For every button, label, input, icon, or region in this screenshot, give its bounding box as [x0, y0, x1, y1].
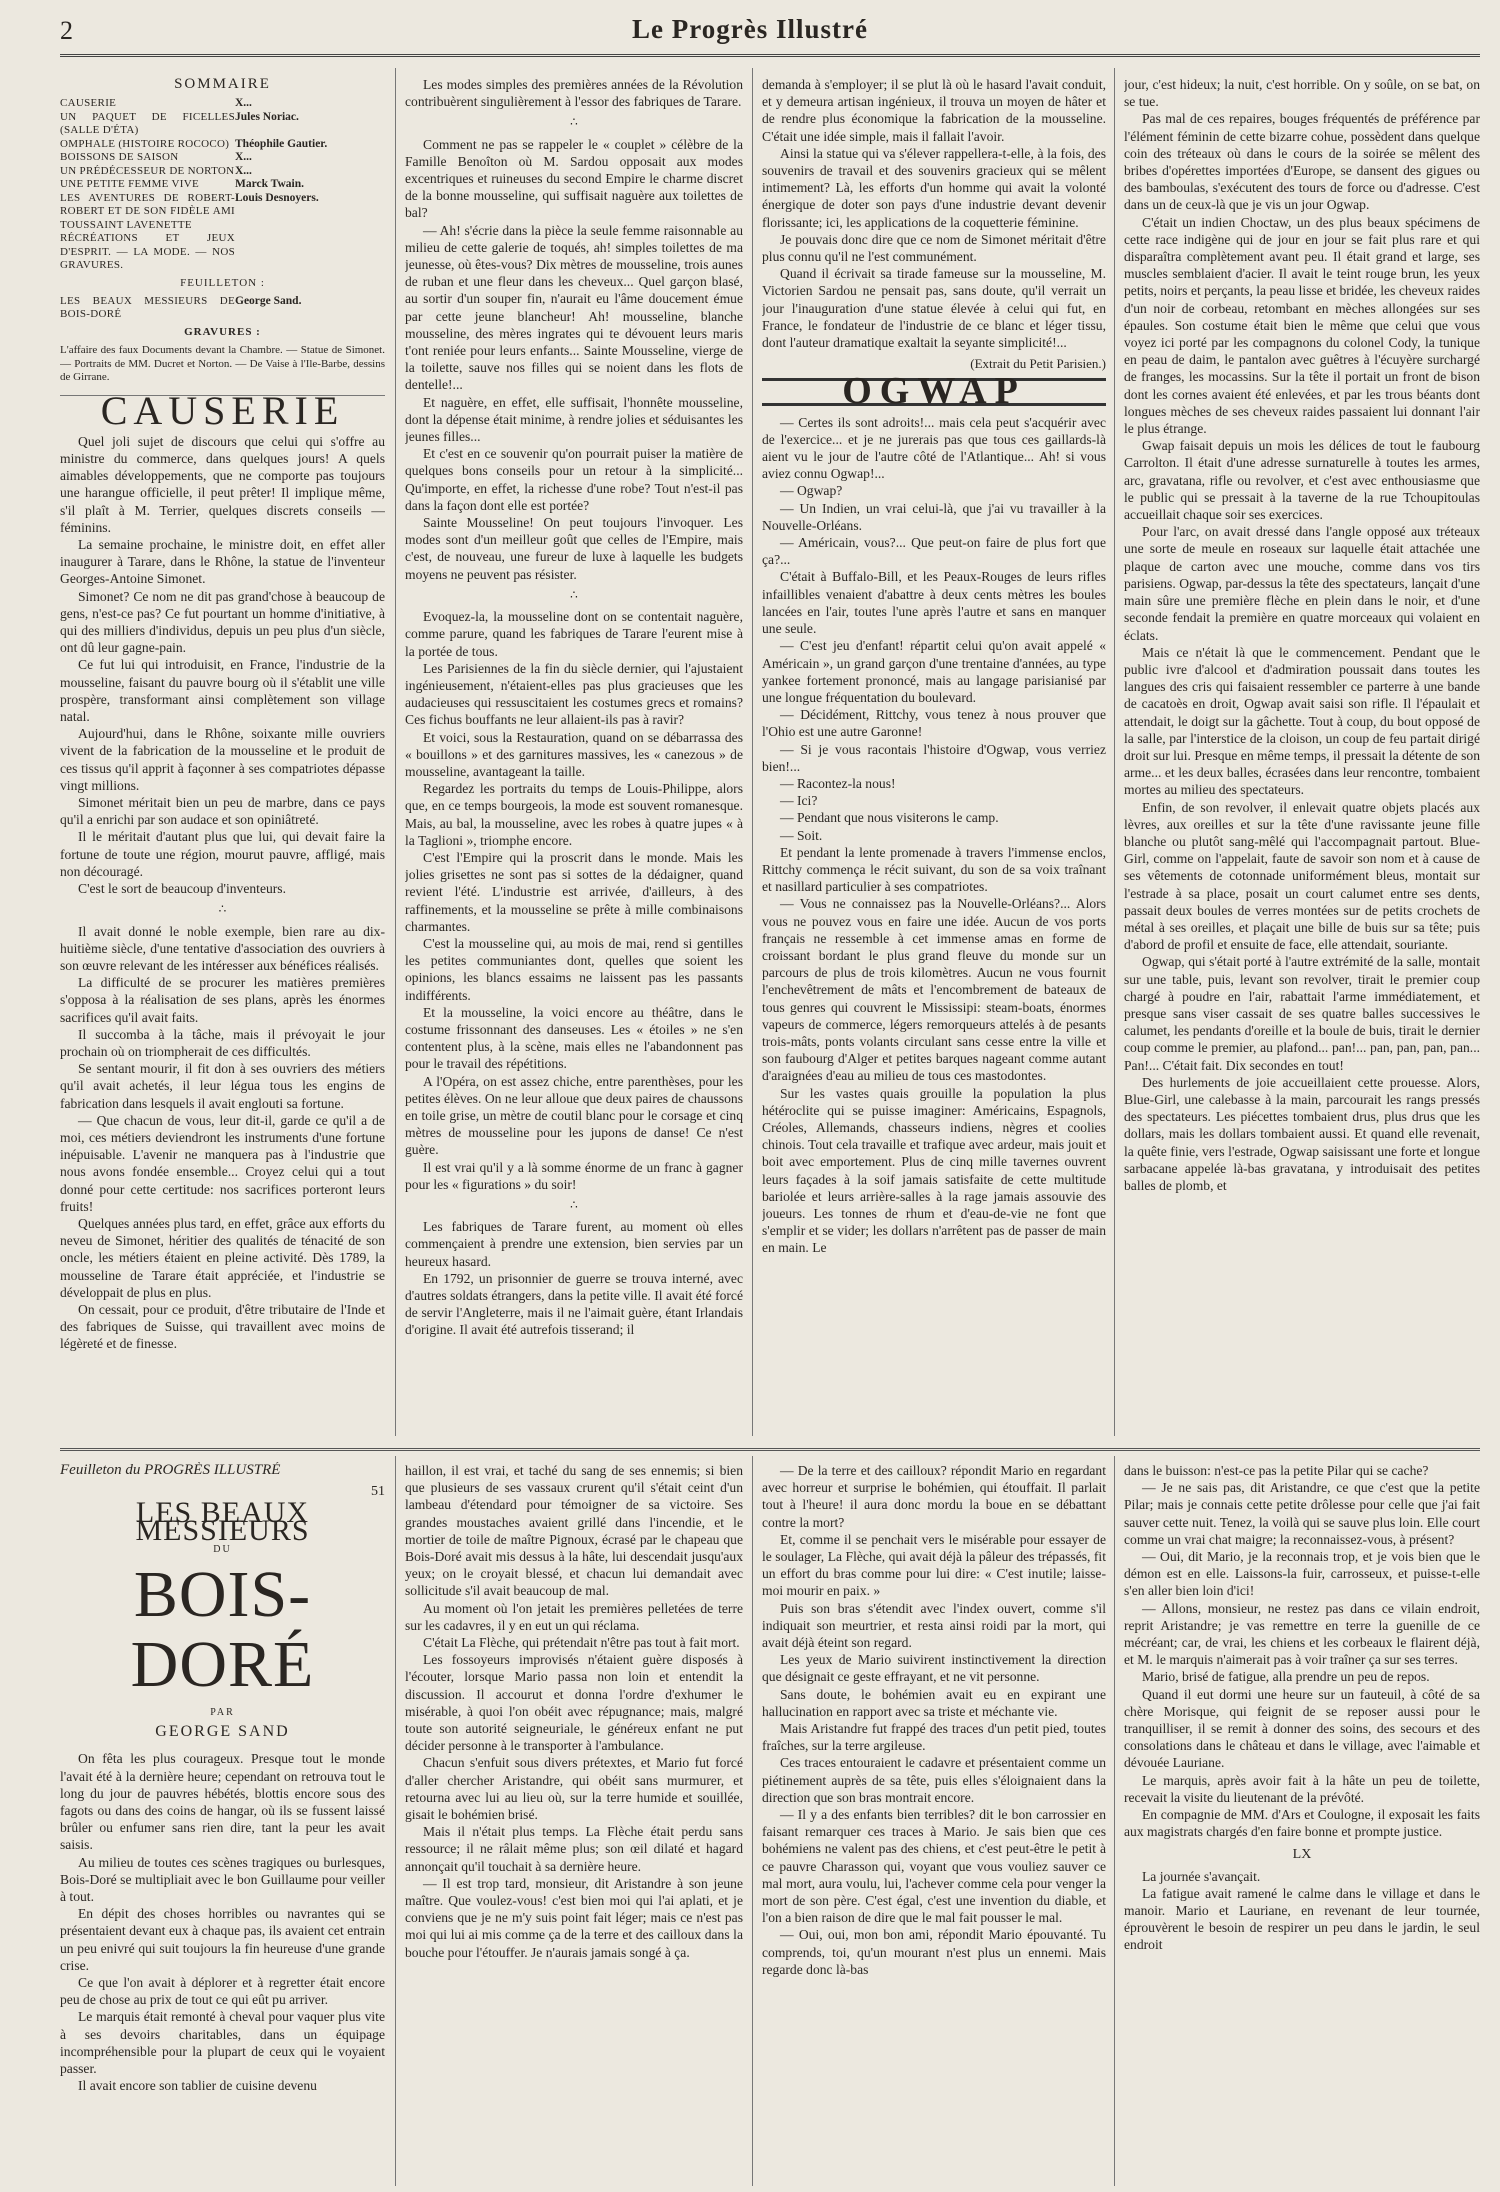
paragraph: Puis son bras s'étendit avec l'index ouvert, comme s'il indiquait son meurtrier, et resta ainsi roidi par la mort, qui avait déjà éteint son regard.	[762, 1600, 1106, 1651]
paragraph: Les modes simples des premières années de la Révolution contribuèrent singulièrement à l'essor des fabriques de Tarare.	[405, 77, 743, 110]
paragraph: — Je ne sais pas, dit Aristandre, ce que c'est que la petite Pilar; mais je connais cette petite drôlesse pour celle que j'ai fait sauver cette nuit. Tenez, la voilà qui se sauve plus loin. Elle court comme un vrai chat maigre; la reconnaissez-vous, à présent?	[1124, 1480, 1480, 1547]
paragraph: — Racontez-la nous!	[780, 775, 896, 791]
paragraph: Et pendant la lente promenade à travers l'immense enclos, Rittchy commença le récit suivant, du son de sa voix traînant et nasillard particulier à ses compatriotes.	[762, 844, 1106, 895]
sommaire-list	[60, 97, 385, 273]
sommaire-row-author: George Sand.	[235, 294, 302, 307]
paragraph: — Américain, vous?... Que peut-on faire de plus fort que ça?...	[762, 535, 1106, 568]
paragraph: Il avait encore son tablier de cuisine devenu	[78, 2078, 317, 2094]
journal-title: Le Progrès Illustré	[632, 14, 868, 44]
sommaire-row-title: OMPHALE (HISTOIRE ROCOCO)	[60, 137, 230, 150]
paragraph: — Vous ne connaissez pas la Nouvelle-Orléans?... Alors vous ne pouvez vous en faire une idée. Aucun de vos ports français ne ressemble à cet immense amas en forme de croissant bordant le plus grand fleuve du monde sur un parcours de plus de trois kilomètres. Aucun ne vous fournit l'enchevêtrement de mâts et l'encombrement de bateaux de tous genres qui couvrent le Mississipi: steam-boats, énormes vapeurs de commerce, légers remorqueurs attelés à de pesants trois-mâts, ponts volants circulant sans cesse entre la ville et son faubourg d'Alger et petites barques nageant comme autant d'araignées d'eau au milieu de tous ces mastodontes.	[762, 896, 1106, 1084]
paragraph: — Ogwap?	[780, 483, 843, 499]
paragraph: La semaine prochaine, le ministre doit, en effet aller inaugurer à Tarare, dans le Rhône, la statue de l'inventeur Georges-Antoine Simonet.	[60, 537, 385, 587]
paragraph: Pas mal de ces repaires, bouges fréquentés de préférence par l'élément féminin de cette bizarre cohue, possèdent dans quelque coin des tréteaux où dans le cours de la soirée se mêlent des bribes d'opérettes importées d'Europe, se dansent des gigues ou des bamboulas, s'exécutent des tours de force ou d'adresse. C'est dans un de ceux-là que je vis un jour Ogwap.	[1124, 111, 1480, 213]
paragraph: La fatigue avait ramené le calme dans le village et dans le manoir. Mario et Lauriane, en revenant de leur tournée, éprouvèrent le besoin de respirer un peu dans le jardin, le seul endroit	[1124, 1885, 1480, 1953]
paragraph: On fêta les plus courageux. Presque tout le monde l'avait été à la dernière heure; cependant on retrouva tout le long du jour de pauvres hébétés, blottis encore sous des fagots ou dans des coins de hangar, où ils se fussent laissé brûler ou enfumer sans rien dire, tant la peur les avait saisis.	[60, 1751, 385, 1853]
paragraph: Quand il écrivait sa tirade fameuse sur la mousseline, M. Victorien Sardou ne pensait pas, sans doute, qu'il verrait un jour l'inauguration d'une statue élevée à celui qui fut, en France, le fondateur de l'industrie de ce blanc et léger tissu, dont l'auteur dramatique exaltait la seyante simplicité!...	[762, 266, 1106, 351]
sommaire-row-author: X...	[235, 97, 252, 110]
paragraph: Des hurlements de joie accueillaient cette prouesse. Alors, Blue-Girl, une calebasse à la main, parcourait les rangs pressés des spectateurs. Les piécettes tombaient drus, plus drus que les dollars, mais les dollars tombaient aussi. Et quand elle revenait, la quête finie, vers l'estrade, Ogwap saisissant une forte et longue sarbacane appelée là-bas gravatana, y introduisait des petites balles de plomb, et	[1124, 1074, 1480, 1193]
ogwap-text-1	[762, 414, 1106, 1257]
paragraph: Ces traces entouraient le cadavre et présentaient comme un piétinement auprès de sa tête, puis elles s'éloignaient dans la direction que son bras montrait encore.	[762, 1755, 1106, 1805]
paragraph: En dépit des choses horribles ou navrantes qui se présentaient devant eux à chaque pas, ils avaient cet entrain un peu enivré qui suit toujours la fin heureuse d'une grande crise.	[60, 1906, 385, 1973]
sommaire-row-author: X...	[235, 164, 252, 177]
paragraph: C'est l'Empire qui la proscrit dans le monde. Mais les jolies grisettes ne sont pas si sottes de la dédaigner, quand revient l'été. L'industrie est arrivée, d'ailleurs, à des raffinements, et la mousseline se prête à mille combinaisons charmantes.	[405, 849, 743, 934]
paragraph: Ce que l'on avait à déplorer et à regretter était encore peu de chose au prix de tout ce qui eût pu arriver.	[60, 1975, 385, 2008]
column-4	[1124, 76, 1480, 1436]
paragraph: dans le buisson: n'est-ce pas la petite Pilar qui se cache?	[1124, 1463, 1429, 1478]
column-rule	[752, 1456, 753, 2186]
sommaire-row-title: CAUSERIE	[60, 97, 117, 110]
sommaire-row	[60, 97, 385, 111]
episode-number: 51	[371, 1484, 385, 1500]
paragraph: Ce fut lui qui introduisit, en France, l'industrie de la mousseline, faisant du pauvre bourg où il s'établit une ville prospère, transformant ainsi complètement son village natal.	[60, 657, 385, 725]
paragraph: — Oui, dit Mario, je la reconnais trop, et je vois bien que le démon est en elle. Laissons-la fuir, carrosseux, et puisse-t-elle s'en aller bien loin d'ici!	[1124, 1549, 1480, 1599]
paragraph: Chacun s'enfuit sous divers prétextes, et Mario fut forcé d'aller chercher Aristandre, qui obéit sans murmurer, et retourna avec lui au lieu où, sur la terre humide et souillée, gisait le bohémien brisé.	[405, 1755, 743, 1823]
paragraph: Les Parisiennes de la fin du siècle dernier, qui l'ajustaient ingénieusement, n'étaient-elles pas plus gracieuses que les audacieuses qui ressuscitaient les costumes grecs et romains? Ces fichus bouffants ne leur allaient-ils pas à ravir?	[405, 660, 743, 728]
paragraph: — Allons, monsieur, ne restez pas dans ce vilain endroit, reprit Aristandre; je vas remettre en terre la guenille de ce mécréant; car, de vrai, les chiens et les corbeaux le flairent déjà, et M. le marquis n'aimerait pas à voir traîner ça sur ses terres.	[1124, 1600, 1480, 1668]
paragraph: Simonet méritait bien un peu de marbre, dans ce pays qu'il a enrichi par son audace et son opiniâtreté.	[60, 795, 385, 828]
paragraph: La journée s'avançait.	[1142, 1868, 1261, 1884]
sommaire-row-title: LES AVENTURES DE ROBERT-ROBERT ET DE SON FIDÈLE AMI TOUSSAINT LAVENETTE	[60, 191, 235, 231]
paragraph: En compagnie de MM. d'Ars et Coulogne, il exposait les faits aux magistrats chargés d'en faire bonne et prompte justice.	[1124, 1807, 1480, 1840]
ogwap-title: OGWAP	[762, 378, 1106, 405]
paragraph: haillon, il est vrai, et taché du sang de ses ennemis; si bien que plusieurs de ses vassaux crurent qu'il s'était ceint d'un lambeau d'étendard pour témoigner de sa victoire. Ses grandes moustaches avaient grillé dans l'incendie, et le mortier de toile de maître Pignoux, écrasé par le chapeau que Bois-Doré avait mis dessus à la hâte, lui descendait jusqu'aux yeux; on le croyait blessé, et chacun lui demandait avec sollicitude s'il avait beaucoup de mal.	[405, 1463, 743, 1599]
sommaire-row-author	[235, 232, 385, 273]
sommaire-row-author: Marck Twain.	[235, 178, 305, 191]
paragraph: Sainte Mousseline! On peut toujours l'invoquer. Les modes sont d'un meilleur goût que celles de l'Empire, mais c'est, de nouveau, une fureur de luxe à laquelle les budgets moyens ne peuvent pas résister.	[405, 515, 743, 582]
feuilleton-column-1	[60, 1462, 385, 2184]
causerie-title: CAUSERIE	[100, 387, 345, 433]
feuilleton-column-3	[762, 1462, 1106, 2184]
sommaire-row-author: X...	[235, 151, 252, 164]
paragraph: La difficulté de se procurer les matières premières s'opposa à la réalisation de ses plans, après les énormes sacrifices qu'il avait faits.	[60, 975, 385, 1025]
paragraph: — Que chacun de vous, leur dit-il, garde ce qu'il a de moi, ces métiers deviendront les instruments d'une fortune inépuisable. L'avenir ne manquera pas à l'industrie que nous avons fondée ensemble... Croyez celui qui a tout donné pour cette certitude: nos sacrifices porteront leurs fruits!	[60, 1112, 385, 1214]
column-3	[762, 76, 1106, 1436]
causerie-text-2	[405, 76, 743, 1339]
paragraph: Il le méritait d'autant plus que lui, qui devait faire la fortune de toute une région, mourut pauvre, affligé, mais non découragé.	[60, 829, 385, 879]
section-break: ∴	[570, 1198, 578, 1212]
column-rule	[395, 1456, 396, 2186]
paragraph: — Si je vous racontais l'histoire d'Ogwap, vous verriez bien!...	[762, 741, 1106, 774]
paragraph: Enfin, de son revolver, il enlevait quatre objets placés aux lèvres, aux oreilles et sur la tête d'une ravissante jeune fille blanche ou plutôt sang-mêlé qui l'accompagnait partout. Blue-Girl, comme on l'appelait, faute de savoir son nom et à cause de ses vêtements de cotonnade uniformément bleus, montait sur l'estrade à sa place, posait un court calumet entre ses dents, passait deux boules de verres montées sur de petits crochets de métal à ses oreilles, et plaçait une bille de buis sur sa tête; puis d'abord de profil et ensuite de face, elle attendait, souriante.	[1124, 799, 1480, 953]
paragraph: — Certes ils sont adroits!... mais cela peut s'acquérir avec de l'exercice... et je ne jurerais pas que tous ces gaillards-là aient vu le jour de l'autre côté de l'Atlantique... Ah! si vous aviez connu Ogwap!...	[762, 414, 1106, 482]
paragraph: Et naguère, en effet, elle suffisait, l'honnête mousseline, dont la dépense était minime, à rendre jolies et séduisantes les jeunes filles...	[405, 394, 743, 445]
paragraph: Regardez les portraits du temps de Louis-Philippe, alors que, en ce temps bourgeois, la mode est souvent romanesque. Mais, au bal, la mousseline, avec les robes à quatre jupes « à la Taglioni », triomphe encore.	[405, 781, 743, 848]
paragraph: Il avait donné le noble exemple, bien rare au dix-huitième siècle, d'une tentative d'association des ouvriers à son œuvre relevant de les intéresser aux bénéfices réalisés.	[60, 923, 385, 973]
paragraph: Et voici, sous la Restauration, quand on se débarrassa des « bouillons » et des garnitures massives, les « canezous » de mousseline, avantageant la taille.	[405, 729, 743, 779]
sommaire-row	[60, 151, 385, 165]
feuilleton-rule	[60, 1448, 1480, 1451]
paragraph: C'est le sort de beaucoup d'inventeurs.	[78, 881, 286, 897]
column-rule	[395, 68, 396, 1436]
paragraph: — Décidément, Rittchy, vous tenez à nous prouver que l'Ohio est une autre Garonne!	[762, 707, 1106, 740]
gravures-label: GRAVURES :	[184, 325, 261, 338]
paragraph: C'était La Flèche, qui prétendait n'être pas tout à fait mort.	[423, 1635, 740, 1651]
paragraph: demanda à s'employer; il se plut là où le hasard l'avait conduit, et y demeura artisan ingénieux, il trouva un moyen de hâter et de rendre plus économique la fabrication de la mousseline. C'était une idée simple, mais il fallait l'avoir.	[762, 77, 1106, 144]
sommaire-row-title: RÉCRÉATIONS ET JEUX D'ESPRIT. — LA MODE. — NOS GRAVURES.	[60, 232, 235, 272]
paragraph: Simonet? Ce nom ne dit pas grand'chose à beaucoup de gens, n'est-ce pas? Ce fut pourtant un homme d'initiative, à qui des milliers d'individus, depuis un peu plus d'un siècle, ont dû leur gagne-pain.	[60, 588, 385, 656]
paragraph: Les fabriques de Tarare furent, au moment où elles commençaient à prendre une extension, bien servies par un heureux hasard.	[405, 1219, 743, 1269]
paragraph: Le marquis, après avoir fait à la hâte un peu de toilette, recevait la visite du lieutenant de la prévôté.	[1124, 1772, 1480, 1805]
paragraph: Au milieu de toutes ces scènes tragiques ou burlesques, Bois-Doré se multipliait avec le bon Guillaume pour veiller à tout.	[60, 1854, 385, 1905]
sommaire-row	[60, 138, 385, 152]
paragraph: Il est vrai qu'il y a là somme énorme de un franc à gagner pour les « figurations » du soir!	[405, 1159, 743, 1192]
section-break: ∴	[570, 115, 578, 130]
paragraph: — Un Indien, un vrai celui-là, que j'ai vu travailler à la Nouvelle-Orléans.	[762, 500, 1106, 533]
sommaire-row-title: UNE PETITE FEMME VIVE	[60, 178, 200, 191]
paragraph: Quand il eut dormi une heure sur un fauteuil, à côté de sa chère Morisque, qui feignit de se reposer aussi pour le tranquilliser, il se remit à donner des soins, des secours et des consolations dans le château et dans le village, avec l'aimable et dévouée Lauriane.	[1124, 1686, 1480, 1771]
feuilleton-column-4	[1124, 1462, 1480, 2184]
sommaire-row	[60, 295, 385, 322]
page-number: 2	[60, 16, 73, 45]
paragraph: — Pendant que nous visiterons le camp.	[780, 810, 999, 826]
paragraph: C'est la mousseline qui, au mois de mai, rend si gentilles les petites communiantes dont, quelles que soient les opinions, les blancs essaims ne laissent pas les passants indifférents.	[405, 935, 743, 1003]
sommaire-row	[60, 232, 385, 273]
feuilleton-text-4b	[1124, 1868, 1480, 1954]
series-par: PAR	[210, 1707, 235, 1719]
feuilleton-text-4	[1124, 1462, 1480, 1840]
gravures-text: L'affaire des faux Documents devant la Chambre. — Statue de Simonet. — Portraits de MM. Ducret et Norton. — De Vaise à l'Ile-Barbe, dessins de Girrane.	[60, 344, 385, 384]
paragraph: Sans doute, le bohémien avait eu en expirant une hallucination en rapport avec sa triste et méchante vie.	[762, 1686, 1106, 1719]
paragraph: — Il est trop tard, monsieur, dit Aristandre à son jeune maître. Que voulez-vous! c'est bien moi qui l'ai aplati, et je conviens que je ne m'y suis point fait léger; mais ce n'est pas moi qui lui ai mis comme ça de la terre et des cailloux dans la bouche pour l'étouffer. Je n'aurais jamais songé à ça.	[405, 1875, 743, 1960]
sommaire-row-author: Jules Noriac.	[235, 110, 299, 123]
feuilleton-column-2	[405, 1462, 743, 2184]
feuilleton-label: FEUILLETON :	[180, 276, 265, 289]
sommaire-row-author: Louis Desnoyers.	[235, 191, 319, 204]
paragraph: — Il y a des enfants bien terribles? dit le bon carrossier en faisant remarquer ces traces à Mario. Je sais bien que ces bohémiens ne valent pas des chiens, et c'est peut-être le petit à ce pauvre Charasson qui, voyant que vous vouliez sauver ce mal mort, aura voulu, lui, l'achever comme cela pour venger la mort de son père. C'est égal, c'est une invention du diable, et l'on a bien raison de dire que le mal fait pousser le mal.	[762, 1807, 1106, 1926]
paragraph: jour, c'est hideux; la nuit, c'est horrible. On y soûle, on se bat, on se tue.	[1124, 77, 1480, 110]
chapter-number: LX	[1292, 1847, 1312, 1863]
feuilleton-text-2	[405, 1462, 743, 1961]
sommaire-row	[60, 178, 385, 192]
sommaire-row	[60, 165, 385, 179]
column-rule	[752, 68, 753, 1436]
feuilleton-text-3	[762, 1462, 1106, 1978]
paragraph: — De la terre et des cailloux? répondit Mario en regardant avec horreur et surprise le bohémien, qui étouffait. Il parlait tout à l'heure! il aura donc mordu la boue en se débattant contre la mort?	[762, 1463, 1106, 1530]
paragraph: Quelques années plus tard, en effet, grâce aux efforts du neveu de Simonet, héritier des qualités de ténacité de son oncle, les métiers étaient en pleine activité. Dès 1789, la mousseline de Tarare était appréciée, et l'industrie se développait de plus en plus.	[60, 1215, 385, 1300]
series-title: LES BEAUX MESSIEURS	[135, 1496, 310, 1547]
paragraph: Et la mousseline, la voici encore au théâtre, dans le costume frissonnant des danseuses. Les « étoiles » ne s'en contentent plus, à la scène, mais elles ne l'abandonnent pas pour le travail des répétitions.	[405, 1004, 743, 1072]
paragraph: En 1792, un prisonnier de guerre se trouva interné, avec d'autres soldats étrangers, dans la petite ville. Il avait été forcé de servir l'Angleterre, mais il ne l'aimait guère, étant Irlandais d'origine. Il avait été autrefois tisserand; il	[405, 1270, 743, 1338]
paragraph: Le marquis était remonté à cheval pour vaquer plus vite à ses devoirs charitables, dans un équipage incompréhensible pour la plupart de ceux qui le voyaient passer.	[60, 2009, 385, 2077]
paragraph: Aujourd'hui, dans le Rhône, soixante mille ouvriers vivent de la fabrication de la mousseline et le produit de ces tissus qu'il apprit à façonner à ses compatriotes dépasse vingt millions.	[60, 726, 385, 793]
paragraph: Quel joli sujet de discours que celui qui s'offre au ministre du commerce, dans quelques jours! A quels aimables développements, que ne comporte pas toujours une harangue officielle, il peut prêter! Il implique même, s'il plaît à M. Terrier, quelques discrets conseils — féminins.	[60, 433, 385, 535]
source-note: (Extrait du Petit Parisien.)	[970, 356, 1106, 372]
column-rule	[1114, 1456, 1115, 2186]
paragraph: Evoquez-la, la mousseline dont on se contentait naguère, comme parure, quand les fabriques de Tarare l'eurent mise à la portée de tous.	[405, 609, 743, 659]
header-rule	[60, 54, 1480, 57]
sommaire-row	[60, 192, 385, 233]
paragraph: Comment ne pas se rappeler le « couplet » célèbre de la Famille Benoîton où M. Sardou opposait aux modes excentriques et ruineuses du second Empire le charme discret de la bonne mousseline, qui suffisait naguère aux toilettes de bal?	[405, 136, 743, 221]
paragraph: — C'est jeu d'enfant! répartit celui qu'on avait appelé « Américain », un grand garçon d'une trentaine d'années, au type yankee fortement prononcé, mais au langage parisianisé par une longue fréquentation du boulevard.	[762, 638, 1106, 705]
sommaire	[60, 76, 385, 385]
paragraph: Gwap faisait depuis un mois les délices de tout le faubourg Carrolton. Il était d'une adresse surnaturelle à toutes les armes, arc, gravatana, rifle ou revolver, et c'est avec enthousiasme que le public qui se pressait à la taverne de la rue Tchoupitoulas accueillait chaque soir ses exercices.	[1124, 438, 1480, 523]
column-1	[60, 76, 385, 1436]
sommaire-row-title: UN PAQUET DE FICELLES (SALLE D'ÉTA)	[60, 110, 235, 137]
sommaire-row-title: UN PRÉDÉCESSEUR DE NORTON	[60, 164, 235, 177]
causerie-text-1	[60, 433, 385, 1353]
column-2	[405, 76, 743, 1436]
paragraph: — Oui, oui, mon bon ami, répondit Mario épouvanté. Tu comprends, toi, qu'un mourant n'est plus un ennemi. Mais regarde donc là-bas	[762, 1927, 1106, 1977]
section-break: ∴	[218, 902, 227, 917]
sommaire-row	[60, 111, 385, 138]
paragraph: — Ah! s'écrie dans la pièce la seule femme raisonnable au milieu de cette galerie de toqués, ah! simples toilettes de ma jeunesse, où êtes-vous? Dix mètres de mousseline, trois aunes de ruban et une fleur dans les cheveux... Quel garçon blasé, au sortir d'un souper fin, n'aurait eu l'âme doucement émue par cette jeune blancheur! Ah! mousseline, blanche mousseline, des mères ingrates qui te dévouent leurs maris t'ont reniée pour leurs enfants... Sainte Mousseline, vierge de la toilette, sauve nos filles qui se noient dans les flots de dentelle!...	[405, 222, 743, 393]
paragraph: Se sentant mourir, il fit don à ses ouvriers des métiers qu'il avait achetés, il leur légua tous les engins de fabrication dans lesquels il avait englouti sa fortune.	[60, 1061, 385, 1111]
paragraph: — Soit.	[780, 827, 823, 843]
series-main-title: BOIS-DORÉ	[130, 1558, 315, 1702]
paragraph: On cessait, pour ce produit, d'être tributaire de l'Inde et des fabriques de Suisse, qui travaillent avec moins de légèreté et de finesse.	[60, 1301, 385, 1352]
series-author: GEORGE SAND	[155, 1723, 290, 1741]
ogwap-text-2	[1124, 76, 1480, 1194]
paragraph: Les yeux de Mario suivirent instinctivement la direction que désignait ce geste effrayant, et ne vit personne.	[762, 1652, 1106, 1685]
paragraph: Pour l'arc, on avait dressé dans l'angle opposé aux tréteaux une sorte de meule en roseaux sur laquelle était attachée une plaque de carton avec une mouche, comme dans vos tirs parisiens. Ogwap, par-dessus la tête des spectateurs, lançait d'une main sûre une première flèche en plein dans le noir, et d'une seconde fendait la première en quatre morceaux qui volaient en éclats.	[1124, 524, 1480, 643]
sommaire-row-author: Théophile Gautier.	[235, 137, 328, 150]
paragraph: Je pouvais donc dire que ce nom de Simonet méritait d'être plus connu qu'il ne l'est communément.	[762, 231, 1106, 265]
paragraph: Mais il n'était plus temps. La Flèche était perdu sans ressource; il ne râlait même plus; son œil dilaté et hagard annonçait qu'il touchait à sa dernière heure.	[405, 1824, 743, 1874]
paragraph: C'était à Buffalo-Bill, et les Peaux-Rouges de leurs rifles infaillibles venaient d'abattre à deux cents mètres les boules lancées en l'air, toutes l'une après l'autre et sans en manquer une seule.	[762, 569, 1106, 637]
feuilleton-label: Feuilleton du PROGRÈS ILLUSTRÉ	[60, 1462, 281, 1478]
paragraph: Sur les vastes quais grouille la population la plus hétéroclite qui se puisse imaginer: Américains, Espagnols, Créoles, Allemands, chasseurs indiens, nègres et coolies chinois. Tout cela travaille et trafique avec ardeur, mais jouit et boit avec emportement. Plus de cinq mille tavernes ouvrent leurs façades à la soif jamais satisfaite de cette multitude bariolée et leurs arrière-salles à la rage jamais assouvie des joueurs. Les tonnes de rhum et d'eau-de-vie ne font que s'emplir et se vider; les dollars n'arrêtent pas de passer de main en main. Le	[762, 1085, 1106, 1256]
sommaire-row-title: BOISSONS DE SAISON	[60, 151, 179, 164]
paragraph: Mario, brisé de fatigue, alla prendre un peu de repos.	[1142, 1669, 1430, 1685]
paragraph: A l'Opéra, on est assez chiche, entre parenthèses, pour les petites élèves. On ne leur alloue que deux paires de chaussons en toile grise, un mètre de coutil blanc pour le corsage et cinq mètres de mousseline pour les jupons de danse! Ce n'est guère.	[405, 1073, 743, 1158]
paragraph: Ainsi la statue qui va s'élever rappellera-t-elle, à la fois, des souvenirs de travail et des souvenirs gracieux qui se mêlent intimement? Là, les efforts d'un homme qui avait la volonté énergique de doter son pays d'une industrie devant devenir florissante; ici, les applications de la coquetterie féminine.	[762, 145, 1106, 230]
paragraph: C'était un indien Choctaw, un des plus beaux spécimens de cette race indigène qui de jour en jour se fait plus rare et qui disparaîtra complètement avant peu. Il était grand et large, ses muscles semblaient d'acier. Il avait le teint rouge brun, les yeux petits, noirs et perçants, la peau lisse et bridée, les cheveux raides d'un noir de corbeau, retombant en mèches allongées sur ses épaules. Son costume était bien le même que celui que vous voyez ici porté par les compagnons du colonel Cody, la tunique en peau de daim, le pantalon avec guêtres à l'écuyère surchargé de franges, les mocassins. Sur la tête il portait un front de bison dont les cornes avaient été enlevées, et par les trous béants dont longues mèches de ses cheveux raides passaient lui donnant l'air le plus étrange.	[1124, 214, 1480, 437]
paragraph: Et c'est en ce souvenir qu'on pourrait puiser la matière de quelques bons conseils pour un retour à la simplicité... Qu'importe, en effet, la richesse d'une robe? Tout n'est-il pas dans la façon dont elle est portée?	[405, 446, 743, 513]
paragraph: Il succomba à la tâche, mais il prévoyait le jour prochain où on triompherait de ces difficultés.	[60, 1026, 385, 1059]
paragraph: Au moment où l'on jetait les premières pelletées de terre sur les cadavres, il y en eut un qui réclama.	[405, 1600, 743, 1633]
paragraph: — Ici?	[780, 793, 818, 809]
causerie-text-3	[762, 76, 1106, 351]
section-break: ∴	[570, 587, 578, 602]
paragraph: Les fossoyeurs improvisés n'étaient guère disposés à l'écouter, lorsque Mario passa non loin et entendit la discussion. Il accourut et donna l'ordre d'exhumer le misérable, à quoi l'on obéit avec répugnance; mais, malgré toute son autorité seigneuriale, le généreux enfant ne put décider personne à le transporter à l'ambulance.	[405, 1652, 743, 1754]
series-du: DU	[213, 1543, 232, 1555]
paragraph: Mais ce n'était là que le commencement. Pendant que le public ivre d'alcool et d'admiration poussait dans toutes les langues des cris qui faisaient ressembler ce parterre à une bande de cacatoès en droit, Ogwap avait saisi son rifle. Il l'épaulait et attendait, le doigt sur la gâchette. Tout à coup, du bout opposé de la salle, par l'interstice de la cloison, un coup de feu partait dirigé droit sur lui. Presque en même temps, il pressait la détente de son arme... et les deux balles, écrasées dans leur rencontre, tombaient mortes au milieu des spectateurs.	[1124, 644, 1480, 798]
feuilleton-text-1	[60, 1750, 385, 2094]
paragraph: Et, comme il se penchait vers le misérable pour essayer de le soulager, La Flèche, qui avait déjà la pâleur des trépassés, fit un effort du bras comme pour lui dire: « C'est inutile; laisse-moi mourir en paix. »	[762, 1531, 1106, 1599]
paragraph: Ogwap, qui s'était porté à l'autre extrémité de la salle, montait sur une table, puis, levant son revolver, tirait le premier coup chargé à poudre en l'air, rabattait l'arme immédiatement, et presque sans viser cassait de ses quatre balles successives le calumet, les pendants d'oreille et la boule de buis, tirait le dernier coup comme le premier, au plafond... pan!... pan, pan, pan, pan... Pan!... C'était fait. Dix secondes en tout!	[1124, 954, 1480, 1073]
sommaire-row-title: LES BEAUX MESSIEURS DE BOIS-DORÉ	[60, 294, 235, 321]
column-rule	[1114, 68, 1115, 1436]
sommaire-title: SOMMAIRE	[174, 76, 271, 92]
paragraph: Mais Aristandre fut frappé des traces d'un petit pied, toutes fraîches, sur la terre argileuse.	[762, 1721, 1106, 1754]
